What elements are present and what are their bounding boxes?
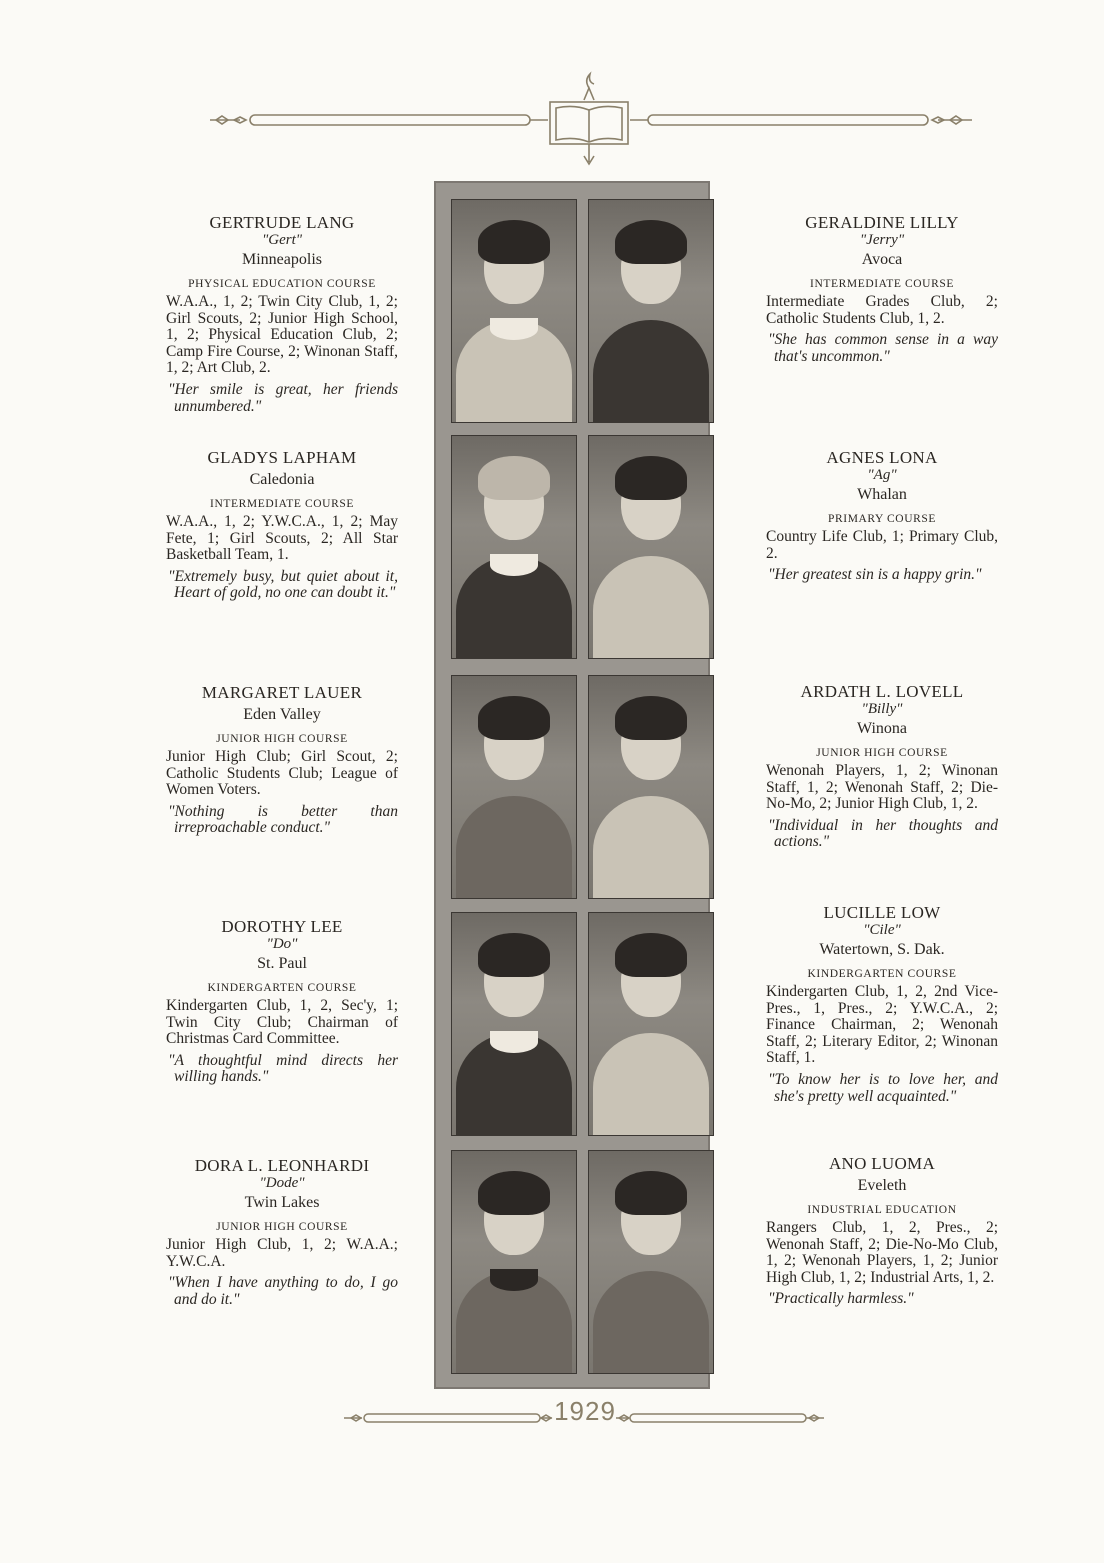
student-activities: Kindergarten Club, 1, 2, 2nd Vice-Pres., 1, Pres., 2; Y.W.C.A., 2; Finance Chairman, 2; Wenonah Staff, 2; Literary Editor, 2; Winonan Staff, 1. (766, 983, 998, 1067)
student-entry (166, 1156, 398, 1308)
photo-dorothy-lee (451, 912, 577, 1136)
student-hometown: Whalan (857, 486, 907, 503)
student-name: DOROTHY LEE (221, 917, 343, 936)
photo-lucille-low (588, 912, 714, 1136)
student-course: JUNIOR HIGH COURSE (216, 1221, 348, 1233)
student-nickname: "Ag" (867, 467, 897, 483)
student-course: JUNIOR HIGH COURSE (816, 747, 948, 759)
student-course: KINDERGARTEN COURSE (207, 982, 357, 994)
student-entry (766, 448, 998, 584)
student-entry (166, 683, 398, 837)
student-hometown: Winona (856, 720, 907, 737)
student-entry (166, 917, 398, 1086)
photo-agnes-lona (588, 435, 714, 659)
photo-margaret-lauer (451, 675, 577, 899)
student-name: LUCILLE LOW (823, 903, 941, 922)
student-course: INTERMEDIATE COURSE (810, 278, 954, 290)
student-quote: "Her greatest sin is a happy grin." (768, 566, 982, 584)
student-hometown: Watertown, S. Dak. (819, 941, 945, 958)
student-activities: Intermediate Grades Club, 2; Catholic Students Club, 1, 2. (766, 293, 998, 327)
student-name: ARDATH L. LOVELL (800, 682, 964, 701)
student-quote: "Practically harmless." (768, 1290, 914, 1308)
student-course: PHYSICAL EDUCATION COURSE (188, 278, 376, 290)
student-name: DORA L. LEONHARDI (194, 1156, 370, 1175)
student-quote: "Individual in her thoughts and actions." (768, 816, 998, 851)
student-quote: "To know her is to love her, and she's pretty well acquainted." (768, 1070, 998, 1105)
student-activities: W.A.A., 1, 2; Y.W.C.A., 1, 2; May Fete, 1; Girl Scouts, 2; All Star Basketball Team, 1. (166, 513, 398, 564)
student-name: GERALDINE LILLY (805, 213, 959, 232)
student-course: INTERMEDIATE COURSE (210, 498, 354, 510)
photo-gladys-lapham (451, 435, 577, 659)
student-quote: "Nothing is better than irreproachable conduct." (168, 802, 398, 837)
student-nickname: "Billy" (861, 701, 903, 717)
photo-geraldine-lilly (588, 199, 714, 423)
student-nickname: "Dode" (259, 1175, 305, 1191)
student-entry (766, 213, 998, 365)
student-hometown: Avoca (861, 251, 903, 268)
student-course: JUNIOR HIGH COURSE (216, 733, 348, 745)
student-activities: Kindergarten Club, 1, 2, Sec'y, 1; Twin City Club; Chairman of Christmas Card Committee. (166, 997, 398, 1048)
student-course: PRIMARY COURSE (828, 513, 936, 525)
student-nickname: "Jerry" (859, 232, 905, 248)
photo-dora-leonhardi (451, 1150, 577, 1374)
student-course: INDUSTRIAL EDUCATION (807, 1204, 957, 1216)
photo-gertrude-lang (451, 199, 577, 423)
student-quote: "Extremely busy, but quiet about it, Heart of gold, no one can doubt it." (168, 567, 398, 602)
student-course: KINDERGARTEN COURSE (807, 968, 957, 980)
photo-ano-luoma (588, 1150, 714, 1374)
student-activities: W.A.A., 1, 2; Twin City Club, 1, 2; Girl Scouts, 2; Junior High School, 1, 2; Physical Education Club, 2; Camp Fire Course, 2; Winonan Staff, 1, 2; Art Club, 2. (166, 293, 398, 377)
student-nickname: "Do" (266, 936, 298, 952)
student-nickname: "Cile" (863, 922, 901, 938)
student-hometown: Eden Valley (243, 706, 321, 723)
student-quote: "When I have anything to do, I go and do it." (168, 1274, 398, 1308)
student-activities: Rangers Club, 1, 2, Pres., 2; Wenonah Staff, 2; Die-No-Mo Club, 1, 2; Wenonah Players, 1, 2; Junior High Club, 1, 2; Industrial Arts, 1, 2. (766, 1219, 998, 1286)
student-name: ANO LUOMA (828, 1154, 936, 1173)
student-hometown: Twin Lakes (244, 1194, 320, 1211)
student-name: GLADYS LAPHAM (207, 448, 357, 467)
student-entry (766, 903, 998, 1105)
footer-ornament (340, 1398, 830, 1438)
photo-ardath-lovell (588, 675, 714, 899)
student-entry (166, 213, 398, 415)
student-name: AGNES LONA (826, 448, 938, 467)
student-entry (766, 682, 998, 851)
student-activities: Junior High Club, 1, 2; W.A.A.; Y.W.C.A. (166, 1236, 398, 1270)
student-activities: Wenonah Players, 1, 2; Winonan Staff, 1, 2; Wenonah Staff, 2; Die-No-Mo, 2; Junior High Club, 1, 2. (766, 762, 998, 813)
student-nickname: "Gert" (261, 232, 303, 248)
student-name: GERTRUDE LANG (209, 213, 355, 232)
student-hometown: St. Paul (257, 955, 307, 972)
student-hometown: Eveleth (857, 1177, 907, 1194)
student-quote: "Her smile is great, her friends unnumbered." (168, 380, 398, 415)
student-entry (766, 1154, 998, 1308)
student-quote: "A thoughtful mind directs her willing hands." (168, 1051, 398, 1086)
student-activities: Junior High Club; Girl Scout, 2; Catholic Students Club; League of Women Voters. (166, 748, 398, 799)
student-activities: Country Life Club, 1; Primary Club, 2. (766, 528, 998, 562)
student-hometown: Caledonia (249, 471, 315, 488)
photo-panel (434, 181, 710, 1389)
header-ornament (200, 70, 980, 180)
student-entry (166, 448, 398, 602)
student-name: MARGARET LAUER (201, 683, 363, 702)
yearbook-year: 1929 (554, 1396, 616, 1426)
student-quote: "She has common sense in a way that's uncommon." (768, 331, 998, 365)
student-hometown: Minneapolis (242, 251, 322, 268)
